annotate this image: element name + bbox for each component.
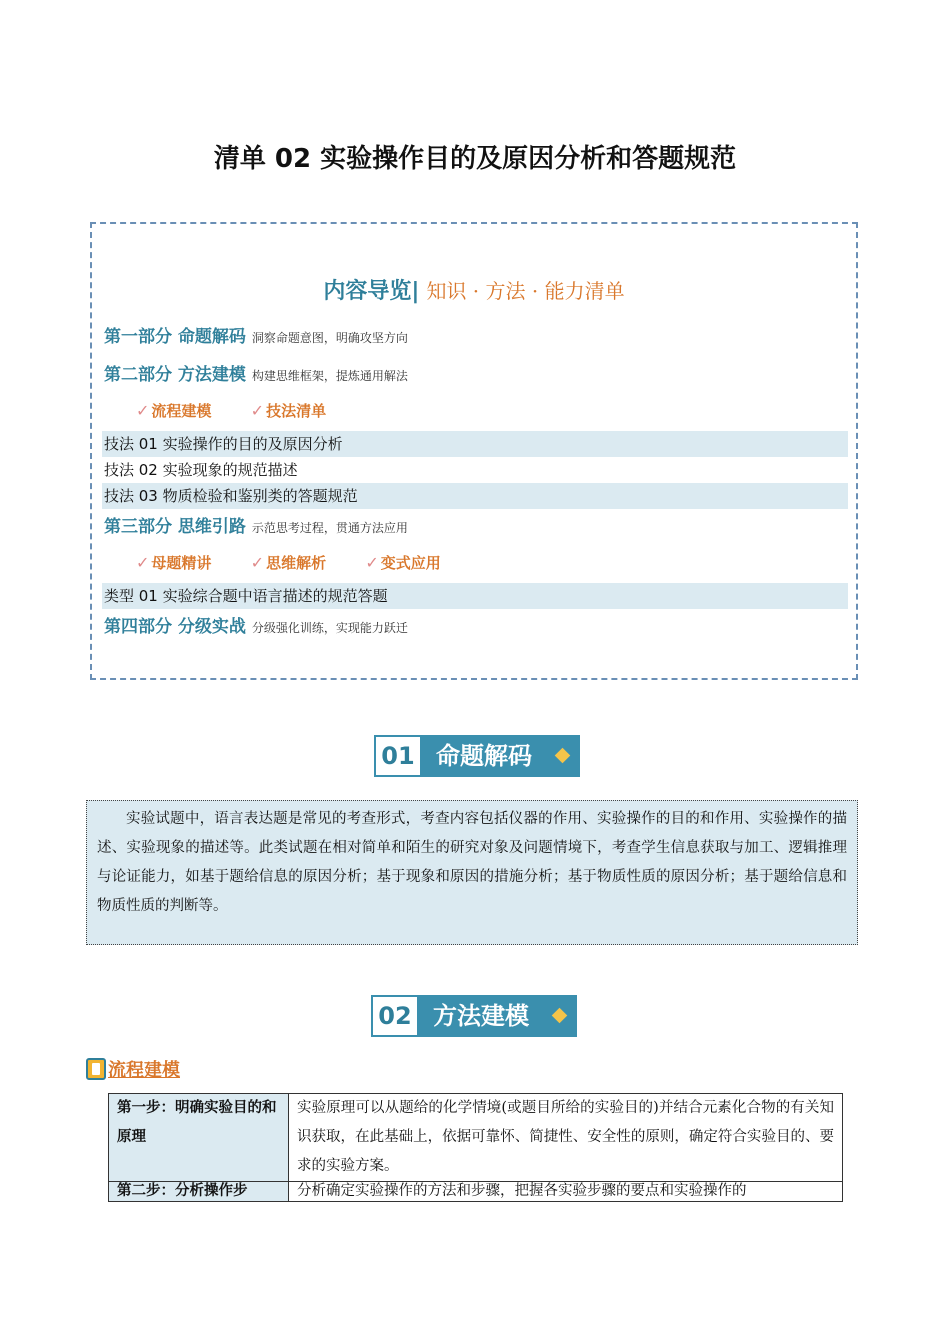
part-desc: 分级强化训练，实现能力跃迁 <box>251 621 408 635</box>
check-mark-icon: ✓ <box>250 401 265 420</box>
section-title: 命题解码 <box>422 735 580 777</box>
guide-part-1 <box>104 322 408 347</box>
check-mark-icon: ✓ <box>136 553 150 572</box>
section-number: 01 <box>374 735 422 777</box>
guide-heading-sub: 知识 · 方法 · 能力清单 <box>426 279 625 303</box>
part2-checks <box>136 400 360 421</box>
part-desc: 示范思考过程，贯通方法应用 <box>251 521 408 535</box>
step-content: 分析确定实验操作的方法和步骤，把握各实验步骤的要点和实验操作的 <box>297 1183 747 1199</box>
type-row-1: 类型 01 实验综合题中语言描述的规范答题 <box>102 583 848 609</box>
step-name: 第一步：明确实验目的和原理 <box>109 1094 289 1182</box>
guide-part-4 <box>104 612 408 637</box>
section-number: 02 <box>371 995 419 1037</box>
part3-checks <box>136 552 475 573</box>
section-title: 方法建模 <box>419 995 577 1037</box>
check-item: ✓ 技法清单 <box>250 401 327 420</box>
step-name: 第二步：分析操作步 <box>117 1183 248 1199</box>
part-title: 第四部分 分级实战 <box>104 617 246 637</box>
table-row <box>109 1182 843 1202</box>
technique-row-2: 技法 02 实验现象的规范描述 <box>102 457 848 483</box>
section-02-header <box>371 995 577 1037</box>
flow-modeling-heading <box>86 1056 180 1082</box>
table-row <box>109 1094 843 1182</box>
technique-row-1: 技法 01 实验操作的目的及原因分析 <box>102 431 848 457</box>
check-item: ✓ 思维解析 <box>250 553 327 572</box>
part-title: 第一部分 命题解码 <box>104 327 246 347</box>
check-mark-icon: ✓ <box>250 553 265 572</box>
part-desc: 洞察命题意图，明确攻坚方向 <box>251 331 408 345</box>
content-guide-box <box>90 222 858 680</box>
check-item: ✓ 流程建模 <box>136 401 212 420</box>
section-01-text: 实验试题中，语言表达题是常见的考查形式，考查内容包括仪器的作用、实验操作的目的和作用、实验操作的描述、实验现象的描述等。此类试题在相对简单和陌生的研究对象及问题情境下，考查学生信息获取与加工、逻辑推理与论证能力，如基于题给信息的原因分析；基于现象和原因的措施分析；基于物质性质的原因分析；基于题给信息和物质性质的判断等。 <box>86 800 858 945</box>
part-desc: 构建思维框架，提炼通用解法 <box>251 369 408 383</box>
part-title: 第二部分 方法建模 <box>104 365 246 385</box>
guide-part-2 <box>104 360 408 385</box>
section-01-header <box>374 735 580 777</box>
check-mark-icon: ✓ <box>365 553 379 572</box>
step-content: 实验原理可以从题给的化学情境(或题目所给的实验目的)并结合元素化合物的有关知识获取，在此基础上，依据可靠怀、简捷性、安全性的原则，确定符合实验目的、要求的实验方案。 <box>289 1094 843 1182</box>
check-item: ✓ 母题精讲 <box>136 553 212 572</box>
diamond-icon <box>555 748 571 764</box>
check-mark-icon: ✓ <box>136 401 150 420</box>
diamond-icon <box>552 1008 568 1024</box>
book-icon <box>86 1058 106 1080</box>
part-title: 第三部分 思维引路 <box>104 517 246 537</box>
guide-heading-main: 内容导览 <box>323 279 412 304</box>
page-title: 清单 02 实验操作目的及原因分析和答题规范 <box>213 144 737 174</box>
flow-modeling-label: 流程建模 <box>108 1060 180 1081</box>
check-item: ✓ 变式应用 <box>365 553 441 572</box>
guide-heading <box>92 274 856 305</box>
guide-part-3 <box>104 512 408 537</box>
technique-row-3: 技法 03 物质检验和鉴别类的答题规范 <box>102 483 848 509</box>
steps-table <box>108 1093 843 1202</box>
guide-heading-bar: | <box>411 279 420 304</box>
